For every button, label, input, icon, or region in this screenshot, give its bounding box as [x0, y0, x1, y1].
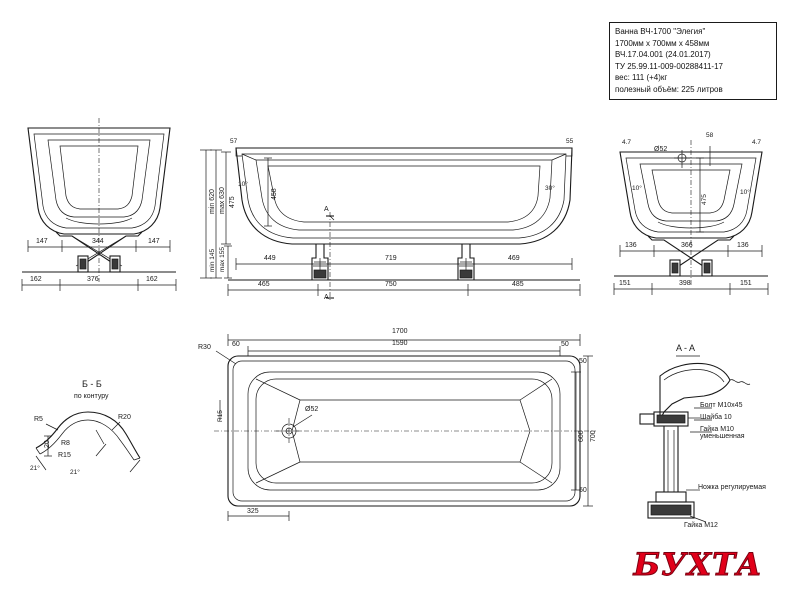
callout-bolt: Болт М10х45 — [700, 402, 743, 409]
dim-side-min620: min 620 — [209, 189, 216, 214]
detail-bb-r8: R8 — [61, 440, 70, 447]
detail-bb-angle-left: 21° — [30, 465, 40, 472]
detail-bb-r15: R15 — [58, 452, 71, 459]
dim-plan-325: 325 — [247, 508, 259, 515]
dim-right-136-r: 136 — [737, 242, 749, 249]
dim-side-475: 475 — [229, 196, 236, 208]
dim-side-max630: max 630 — [219, 187, 226, 214]
dim-side-465: 465 — [258, 281, 270, 288]
brand-logo — [616, 547, 780, 595]
dim-right-475: 475 — [701, 194, 708, 205]
angle-side-right: 30° — [545, 185, 555, 192]
angle-right-right: 10° — [740, 189, 750, 196]
dim-plan-700: 700 — [590, 430, 597, 442]
title-line-0: Ванна ВЧ-1700 "Элегия" — [615, 27, 706, 36]
title-line-1: 1700мм x 700мм x 458мм — [615, 38, 710, 48]
dim-right-151-r: 151 — [740, 280, 752, 287]
dim-side-min145: min 145 — [209, 248, 216, 272]
view-right-end-section — [614, 140, 768, 295]
detail-bb-r20: R20 — [118, 414, 131, 421]
callout-nut-m10: Гайка М10 уменьшенная — [700, 426, 745, 441]
dim-plan-50-top: 50 — [579, 358, 587, 365]
dim-plan-1590: 1590 — [392, 340, 408, 347]
dim-right-58: 58 — [706, 132, 714, 139]
section-mark-a-top: A — [324, 206, 329, 213]
dim-plan-r15: R15 — [217, 410, 224, 422]
dim-side-485: 485 — [512, 281, 524, 288]
dim-right-hole: Ø52 — [654, 146, 668, 153]
title-line-4: вес: 111 (+4)кг — [615, 73, 668, 83]
dim-side-469: 469 — [508, 255, 520, 262]
title-line-2: ВЧ.17.04.001 (24.01.2017) — [615, 50, 711, 60]
dim-plan-r30: R30 — [198, 344, 211, 351]
view-left-end-section — [22, 118, 176, 291]
title-line-5: полезный объём: 225 литров — [615, 84, 723, 94]
view-plan — [214, 334, 596, 521]
detail-bb-angle-right: 21° — [70, 469, 80, 476]
dim-left-376: 376 — [87, 276, 99, 283]
angle-side-left: 10° — [238, 181, 248, 188]
detail-bb-r5: R5 — [34, 416, 43, 423]
dim-right-136-l: 136 — [625, 242, 637, 249]
callout-leg: Ножка регулируемая — [698, 484, 766, 491]
dim-plan-1700: 1700 — [392, 328, 408, 335]
dim-side-55: 55 — [566, 138, 574, 145]
dim-right-47-l: 4.7 — [622, 139, 632, 146]
dim-plan-600: 600 — [578, 430, 585, 442]
detail-bb-subtitle: по контуру — [74, 393, 109, 400]
dim-side-449: 449 — [264, 255, 276, 262]
view-side-elevation — [200, 148, 580, 302]
dim-plan-hole: Ø52 — [305, 406, 319, 413]
dim-left-162-a: 162 — [30, 276, 42, 283]
dim-plan-50-r: 50 — [561, 341, 569, 348]
section-mark-a-bottom: A — [324, 294, 329, 301]
dim-right-151-l: 151 — [619, 280, 631, 287]
title-line-3: ТУ 25.99.11-009-00288411-17 — [615, 61, 723, 71]
dim-right-47-r: 4.7 — [752, 139, 762, 146]
dim-side-458: 458 — [271, 188, 278, 200]
dim-left-162-b: 162 — [146, 276, 158, 283]
dim-side-719: 719 — [385, 255, 397, 262]
dim-left-147-a: 147 — [36, 238, 48, 245]
callout-washer: Шайба 10 — [700, 414, 732, 421]
angle-right-left: 10° — [632, 185, 642, 192]
callout-nut-m12: Гайка М12 — [684, 522, 718, 529]
dim-left-147-b: 147 — [148, 238, 160, 245]
dim-left-344: 344 — [92, 238, 104, 245]
dim-plan-60: 60 — [232, 341, 240, 348]
detail-bb-title: Б - Б — [82, 379, 102, 389]
dim-side-max155: max 155 — [219, 247, 226, 272]
brand-logo-text: БУХТА — [633, 547, 763, 583]
detail-bb-20: 20 — [44, 440, 51, 448]
dim-plan-50-bottom: 50 — [579, 487, 587, 494]
detail-aa-title: A - A — [676, 343, 696, 353]
dim-side-57: 57 — [230, 138, 238, 145]
dim-right-398: 398 — [679, 280, 691, 287]
dim-right-366: 366 — [681, 242, 693, 249]
dim-side-750: 750 — [385, 281, 397, 288]
